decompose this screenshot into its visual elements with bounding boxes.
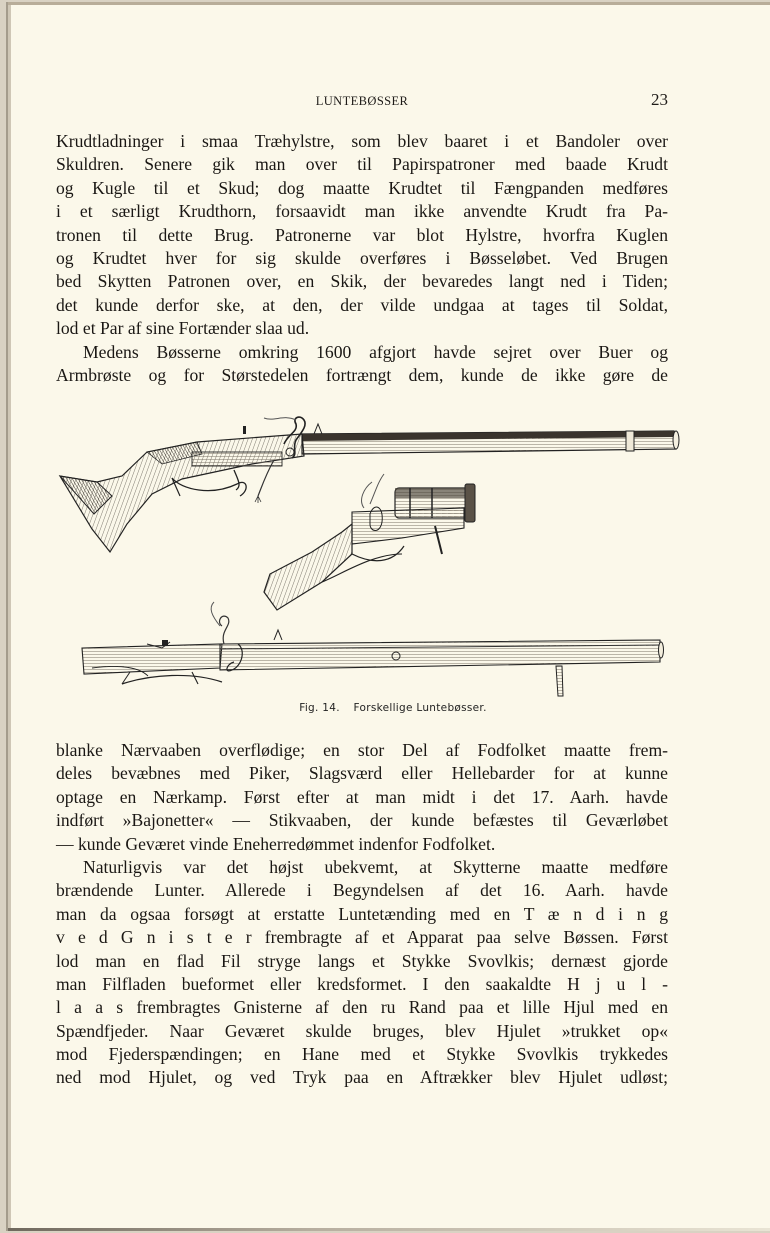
- text-line: optage en Nærkamp. Først efter at man midt i det 17. Aarh. havde: [56, 786, 668, 807]
- text-line: Spændfjeder. Naar Geværet skulde bruges, blev Hjulet »trukket op«: [56, 1020, 668, 1041]
- figure-matchlocks: [52, 404, 688, 700]
- text-line: tronen til dette Brug. Patronerne var blot Hylstre, hvorfra Kuglen: [56, 224, 668, 245]
- matchlock-illustration: [52, 404, 688, 700]
- text-line: mod Fjederspændingen; en Hane med et Stykke Svovlkis trykkedes: [56, 1044, 668, 1065]
- text-line: Naturligvis var det højst ubekvemt, at Skytterne maatte medføre: [83, 856, 668, 877]
- text-line: Medens Bøsserne omkring 1600 afgjort havde sejret over Buer og: [83, 341, 668, 362]
- straight-stock-matchlock-drawing: [82, 602, 664, 696]
- text-line: bed Skytten Patronen over, en Skik, der bevaredes langt ned i Tiden;: [56, 271, 668, 292]
- text-line: indført »Bajonetter« — Stikvaaben, der kunde befæstes til Geværløbet: [56, 810, 668, 831]
- text-line: brændende Lunter. Allerede i Begyndelsen af det 16. Aarh. havde: [56, 880, 668, 901]
- text-line: Krudtladninger i smaa Træhylstre, som blev baaret i et Bandoler over: [56, 131, 668, 151]
- page-number: 23: [651, 90, 668, 109]
- text-line: l a a s frembragtes Gnisterne af den ru Rand paa et lille Hjul med en: [56, 997, 668, 1018]
- text-line: — kunde Geværet vinde Eneherredømmet indenfor Fodfolket.: [56, 833, 496, 854]
- text-line: blanke Nærvaaben overflødige; en stor Del af Fodfolket maatte frem-: [56, 740, 668, 760]
- text-line: lod et Par af sine Fortænder slaa ud.: [56, 318, 310, 339]
- short-matchlock-carbine-drawing: [264, 474, 475, 610]
- text-line: og Krudtet hver for sig skulde overføres i Bøsseløbet. Ved Brugen: [56, 247, 668, 268]
- text-line: deles bevæbnes med Piker, Slagsværd eller Hellebarder for at kunne: [56, 763, 668, 784]
- text-line: ned mod Hjulet, og ved Tryk paa en Aftrækker blev Hjulet udløst;: [56, 1067, 668, 1088]
- text-line: v e d G n i s t e r frembragte af et Apparat paa selve Bøssen. Først: [56, 927, 668, 948]
- text-line: man Filfladen bueformet eller kredsformet. I den saakaldte H j u l -: [56, 973, 668, 994]
- text-line: Skuldren. Senere gik man over til Papirspatroner med baade Krudt: [56, 154, 668, 175]
- paragraph-block-bottom: [56, 739, 668, 1090]
- text-line: Armbrøste og for Størstedelen fortrængt dem, kunde de ikke gøre de: [56, 364, 668, 385]
- figure-caption-text: Forskellige Luntebøsser.: [353, 702, 487, 714]
- text-line: og Kugle til et Skud; dog maatte Krudtet til Fængpanden medføres: [56, 177, 668, 198]
- text-line: lod man en flad Fil stryge langs et Stykke Svovlkis; dernæst gjorde: [56, 950, 668, 971]
- paragraph-block-top: [56, 130, 668, 387]
- page-header: [56, 90, 668, 112]
- figure-caption: [8, 702, 770, 714]
- text-line: man da ogsaa forsøgt at erstatte Luntetænding med en T æ n d i n g: [56, 903, 668, 924]
- figure-number: Fig. 14.: [299, 702, 340, 714]
- text-line: det kunde derfor ske, at den, der vilde undgaa at tages til Soldat,: [56, 294, 668, 315]
- book-page: [6, 2, 770, 1231]
- running-title: LUNTEBØSSER: [315, 94, 409, 108]
- text-line: i et særligt Krudthorn, forsaavidt man ikke anvendte Krudt fra Pa-: [56, 201, 668, 222]
